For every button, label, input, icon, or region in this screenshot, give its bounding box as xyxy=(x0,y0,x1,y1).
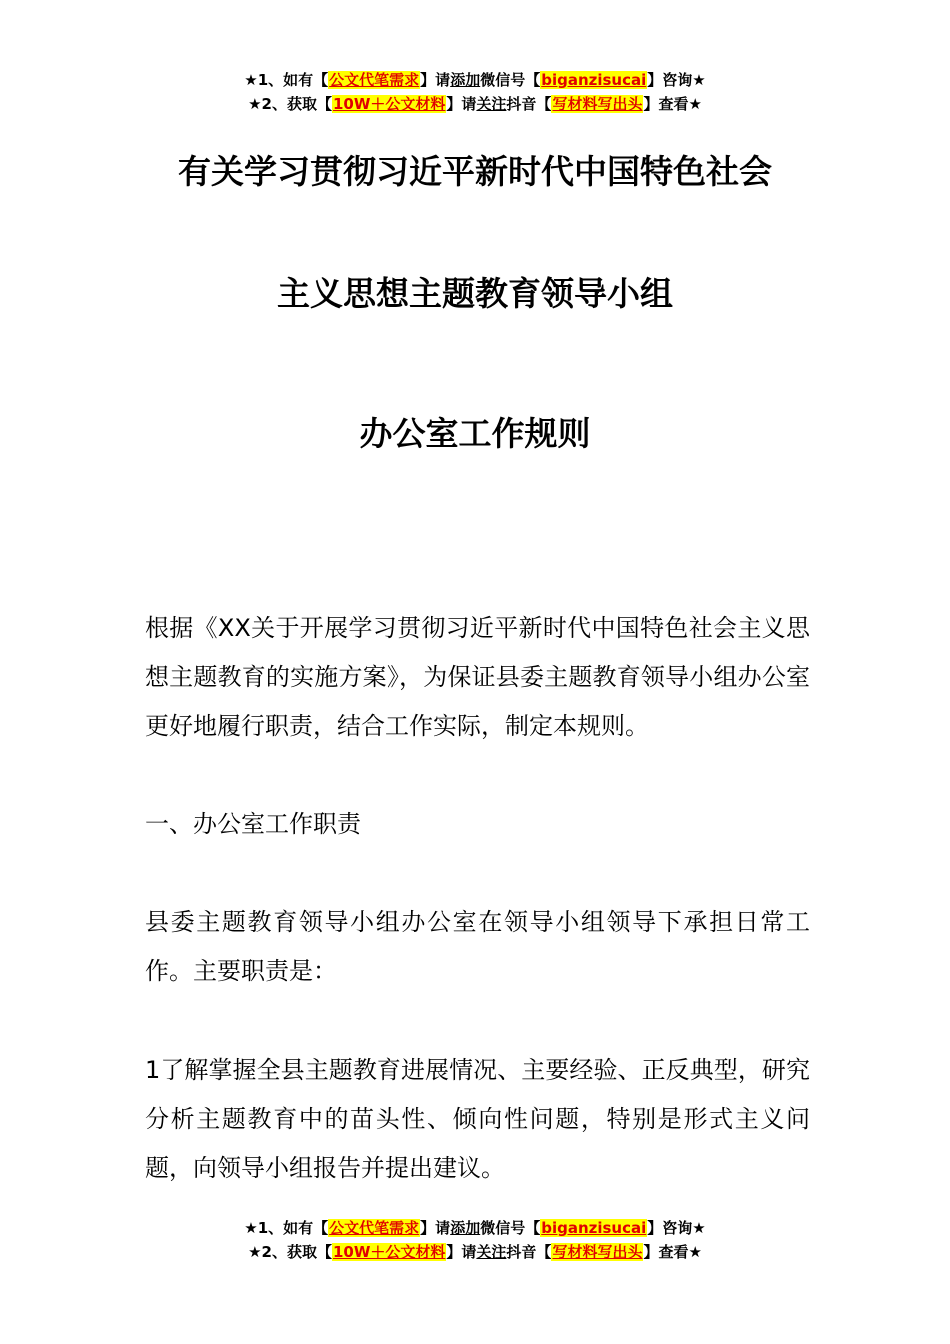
body-paragraph-duties: 县委主题教育领导小组办公室在领导小组领导下承担日常工作。主要职责是： xyxy=(145,908,810,985)
banner-text: ★2、获取【 xyxy=(248,1243,332,1261)
banner-text: 抖音【 xyxy=(506,95,552,113)
banner-highlight: 10W＋公文材料 xyxy=(332,1243,446,1261)
banner-highlight: 公文代笔需求 xyxy=(329,71,420,89)
banner-text: 】请 xyxy=(446,95,477,113)
banner-line-2 xyxy=(0,1240,950,1264)
banner-text: ★2、获取【 xyxy=(248,95,332,113)
banner-text: 抖音【 xyxy=(506,1243,552,1261)
banner-highlight: biganzisucai xyxy=(541,1219,647,1237)
banner-underline: 添加 xyxy=(450,71,481,89)
banner-text: 】咨询★ xyxy=(647,1219,706,1237)
banner-underline: 关注 xyxy=(476,95,507,113)
banner-text: 微信号【 xyxy=(480,71,541,89)
banner-highlight: 10W＋公文材料 xyxy=(332,95,446,113)
document-title-line-3: 办公室工作规则 xyxy=(359,414,591,453)
banner-underline: 添加 xyxy=(450,1219,481,1237)
banner-highlight: 公文代笔需求 xyxy=(329,1219,420,1237)
banner-text: ★1、如有【 xyxy=(244,1219,329,1237)
banner-line-1 xyxy=(0,68,950,92)
body-paragraph-item-1: 1了解掌握全县主题教育进展情况、主要经验、正反典型，研究分析主题教育中的苗头性、倾向性问题，特别是形式主义问题，向领导小组报告并提出建议。 xyxy=(145,1056,810,1182)
banner-line-2 xyxy=(0,92,950,116)
banner-highlight: 写材料写出头 xyxy=(552,1243,643,1261)
banner-text: 】查看★ xyxy=(643,1243,702,1261)
banner-highlight: biganzisucai xyxy=(541,71,647,89)
banner-text: 微信号【 xyxy=(480,1219,541,1237)
document-title-line-1: 有关学习贯彻习近平新时代中国特色社会 xyxy=(178,152,772,191)
banner-text: 】请 xyxy=(446,1243,477,1261)
top-banner xyxy=(0,68,950,116)
banner-text: ★1、如有【 xyxy=(244,71,329,89)
banner-text: 】咨询★ xyxy=(647,71,706,89)
banner-highlight: 写材料写出头 xyxy=(552,95,643,113)
body-paragraph-intro: 根据《XX关于开展学习贯彻习近平新时代中国特色社会主义思想主题教育的实施方案》，为保证县委主题教育领导小组办公室更好地履行职责，结合工作实际，制定本规则。 xyxy=(145,614,810,740)
section-heading: 一、办公室工作职责 xyxy=(145,810,361,838)
banner-text: 】查看★ xyxy=(643,95,702,113)
banner-line-1 xyxy=(0,1216,950,1240)
banner-underline: 关注 xyxy=(476,1243,507,1261)
bottom-banner xyxy=(0,1216,950,1264)
document-title-line-2: 主义思想主题教育领导小组 xyxy=(277,274,673,313)
banner-text: 】请 xyxy=(420,71,451,89)
banner-text: 】请 xyxy=(420,1219,451,1237)
